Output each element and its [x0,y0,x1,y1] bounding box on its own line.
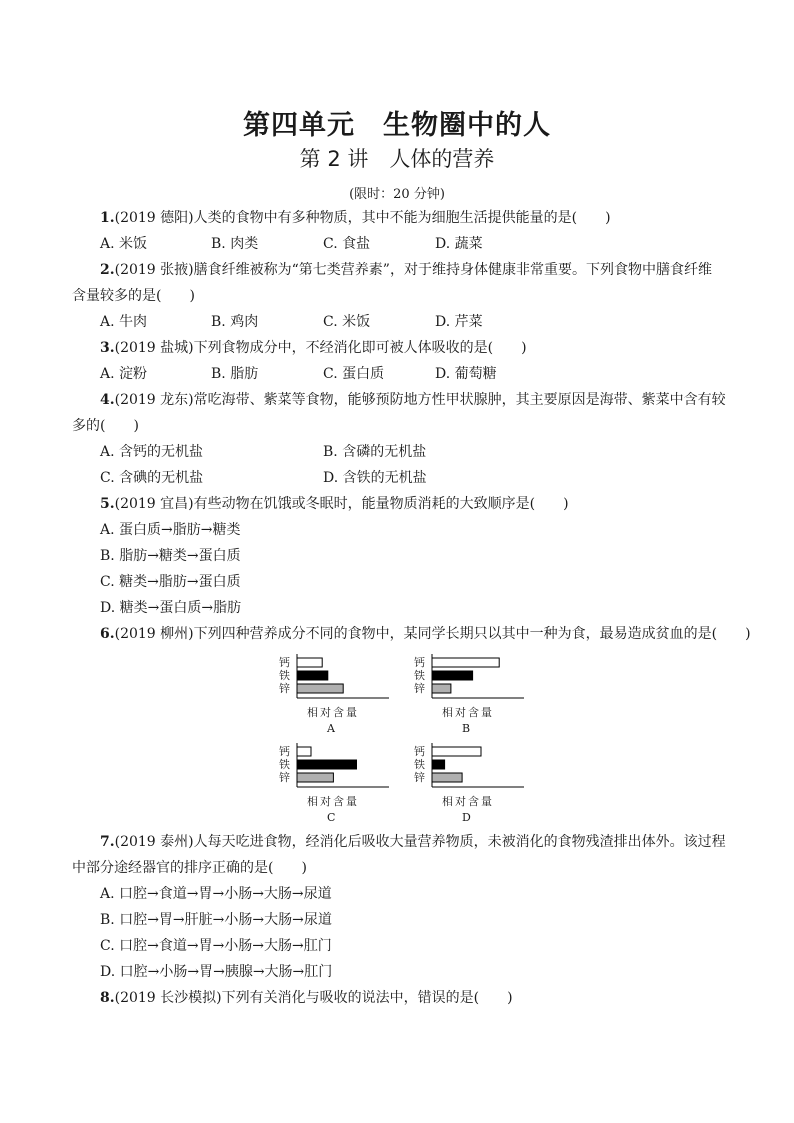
question-7 [100,832,726,852]
option-b: B. 含磷的无机盐 [323,444,427,460]
question-stem-line2: 多的( ) [72,418,139,434]
tick-label-iron: 铁 [414,669,425,682]
x-axis-label: 相对含量 [307,706,359,719]
question-1 [100,208,611,228]
option-a: A. 含钙的无机盐 [100,444,204,460]
chart-d [410,741,540,831]
chart-c [275,741,405,831]
option-b: B. 肉类 [211,236,259,252]
question-4 [100,390,726,410]
bar-iron [297,760,357,769]
option-d: D. 口腔→小肠→胃→胰腺→大肠→肛门 [100,964,333,980]
tick-label-zinc: 锌 [414,771,425,784]
option-b: B. 脂肪 [211,366,259,382]
question-stem: (2019 盐城)下列食物成分中，不经消化即可被人体吸收的是( ) [114,340,527,356]
option-c: C. 食盐 [323,236,371,252]
tick-label-zinc: 锌 [279,682,290,695]
question-8 [100,988,513,1008]
question-stem-line2: 中部分途经器官的排序正确的是( ) [72,860,307,876]
question-stem-line1: (2019 张掖)膳食纤维被称为“第七类营养素”，对于维持身体健康非常重要。下列食物中膳食纤维 [114,262,712,278]
option-a: A. 米饭 [100,236,148,252]
bar-zinc [297,773,333,782]
tick-label-zinc: 锌 [279,771,290,784]
tick-label-iron: 铁 [414,758,425,771]
chart-option-label: C [327,811,336,824]
question-5 [100,494,569,514]
option-b: B. 脂肪→糖类→蛋白质 [100,548,241,564]
bar-calcium [297,747,311,756]
bar-calcium [432,658,499,667]
option-d: D. 糖类→蛋白质→脂肪 [100,600,242,616]
question-number: 4. [100,392,115,408]
option-c: C. 含碘的无机盐 [100,470,204,486]
chart-b [410,652,540,742]
bar-chart-plot [275,741,405,801]
option-a: A. 牛肉 [100,314,148,330]
tick-label-iron: 铁 [279,669,290,682]
option-b: B. 口腔→胃→肝脏→小肠→大肠→尿道 [100,912,332,928]
option-c: C. 糖类→脂肪→蛋白质 [100,574,241,590]
bar-chart-plot [275,652,405,712]
chart-option-label: B [462,722,471,735]
lesson-title: 第 2 讲 人体的营养 [299,147,495,171]
bar-chart-plot [410,741,540,801]
question-stem-line1: (2019 泰州)人每天吃进食物，经消化后吸收大量营养物质，未被消化的食物残渣排出体外。该过程 [114,834,726,850]
question-stem: (2019 德阳)人类的食物中有多种物质，其中不能为细胞生活提供能量的是( ) [114,210,611,226]
time-limit: (限时：20 分钟) [349,187,445,202]
option-d: D. 葡萄糖 [435,366,497,382]
question-number: 5. [100,496,115,512]
x-axis-label: 相对含量 [442,795,494,808]
option-c: C. 蛋白质 [323,366,385,382]
question-stem-line2: 含量较多的是( ) [72,288,195,304]
question-6 [100,624,751,644]
tick-label-calcium: 钙 [279,656,290,669]
tick-label-calcium: 钙 [279,745,290,758]
question-number: 6. [100,626,115,642]
tick-label-iron: 铁 [279,758,290,771]
bar-calcium [432,747,481,756]
question-stem: (2019 长沙模拟)下列有关消化与吸收的说法中，错误的是( ) [114,990,513,1006]
option-a: A. 口腔→食道→胃→小肠→大肠→尿道 [100,886,332,902]
question-stem: (2019 宜昌)有些动物在饥饿或冬眠时，能量物质消耗的大致顺序是( ) [114,496,569,512]
bar-calcium [297,658,322,667]
question-number: 2. [100,262,115,278]
tick-label-zinc: 锌 [414,682,425,695]
bar-iron [297,671,328,680]
x-axis-label: 相对含量 [442,706,494,719]
bar-iron [432,760,445,769]
option-a: A. 蛋白质→脂肪→糖类 [100,522,241,538]
bar-chart-plot [410,652,540,712]
question-number: 3. [100,340,115,356]
x-axis-label: 相对含量 [307,795,359,808]
chart-option-label: D [462,811,471,824]
unit-title: 第四单元 生物圈中的人 [243,110,551,141]
question-2 [100,260,712,280]
option-c: C. 米饭 [323,314,371,330]
option-c: C. 口腔→食道→胃→小肠→大肠→肛门 [100,938,332,954]
chart-a [275,652,405,742]
chart-option-label: A [327,722,335,735]
question-stem: (2019 柳州)下列四种营养成分不同的食物中，某同学长期只以其中一种为食，最易造成贫血的是( ) [114,626,751,642]
option-d: D. 含铁的无机盐 [323,470,427,486]
question-number: 7. [100,834,115,850]
option-d: D. 芹菜 [435,314,483,330]
bar-zinc [432,773,462,782]
bar-iron [432,671,473,680]
option-d: D. 蔬菜 [435,236,483,252]
option-b: B. 鸡肉 [211,314,259,330]
question-stem-line1: (2019 龙东)常吃海带、紫菜等食物，能够预防地方性甲状腺肿，其主要原因是海带、紫菜中含有较 [114,392,726,408]
question-number: 8. [100,990,115,1006]
question-3 [100,338,527,358]
question-number: 1. [100,210,115,226]
tick-label-calcium: 钙 [414,656,425,669]
bar-zinc [297,684,343,693]
option-a: A. 淀粉 [100,366,148,382]
tick-label-calcium: 钙 [414,745,425,758]
bar-zinc [432,684,451,693]
